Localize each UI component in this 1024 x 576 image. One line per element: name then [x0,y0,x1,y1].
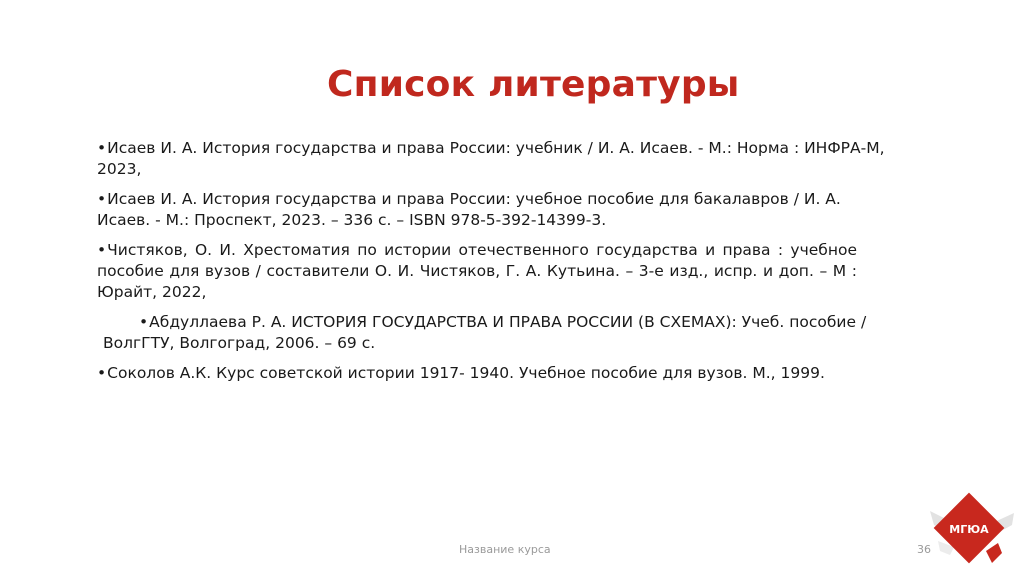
mgua-logo [928,491,1016,571]
reference-item [97,138,897,180]
logo-accent [986,543,1002,563]
reference-item [97,312,897,354]
bullet-icon: • [97,241,107,259]
page-number: 36 [917,543,931,556]
slide-title: Список литературы [327,64,740,105]
nested-indent [103,312,149,333]
footer-course-name: Название курса [459,543,551,556]
bullet-icon: • [139,313,149,331]
reference-text: Исаев И. А. История государства и права России: учебник / И. А. Исаев. - М.: Норма : ИНФРА-М, 2023, [97,139,885,178]
bullet-icon: • [97,190,107,208]
reference-item [97,363,897,384]
bullet-icon: • [97,364,107,382]
bullet-icon: • [97,139,107,157]
reference-text: Соколов А.К. Курс советской истории 1917- 1940. Учебное пособие для вузов. М., 1999. [107,364,825,382]
reference-item [97,189,897,231]
reference-text: Чистяков, О. И. Хрестоматия по истории отечественного государства и права : учебное пособие для вузов / составители О. И. Чистяков, Г. А. Кутьина. – 3-е изд., испр. и доп. – М : Юрайт, 2022, [97,241,857,301]
logo-text: МГЮА [949,523,989,536]
reference-text: Исаев И. А. История государства и права России: учебное пособие для бакалавров / И. А. Исаев. - М.: Проспект, 2023. – 336 с. – ISBN 978-5-392-14399-3. [97,190,841,229]
reference-text: Абдуллаева Р. А. ИСТОРИЯ ГОСУДАРСТВА И ПРАВА РОССИИ (В СХЕМАХ): Учеб. пособие / ВолгГТУ, Волгоград, 2006. – 69 с. [103,313,867,352]
reference-item [97,240,857,303]
reference-list [97,138,897,393]
